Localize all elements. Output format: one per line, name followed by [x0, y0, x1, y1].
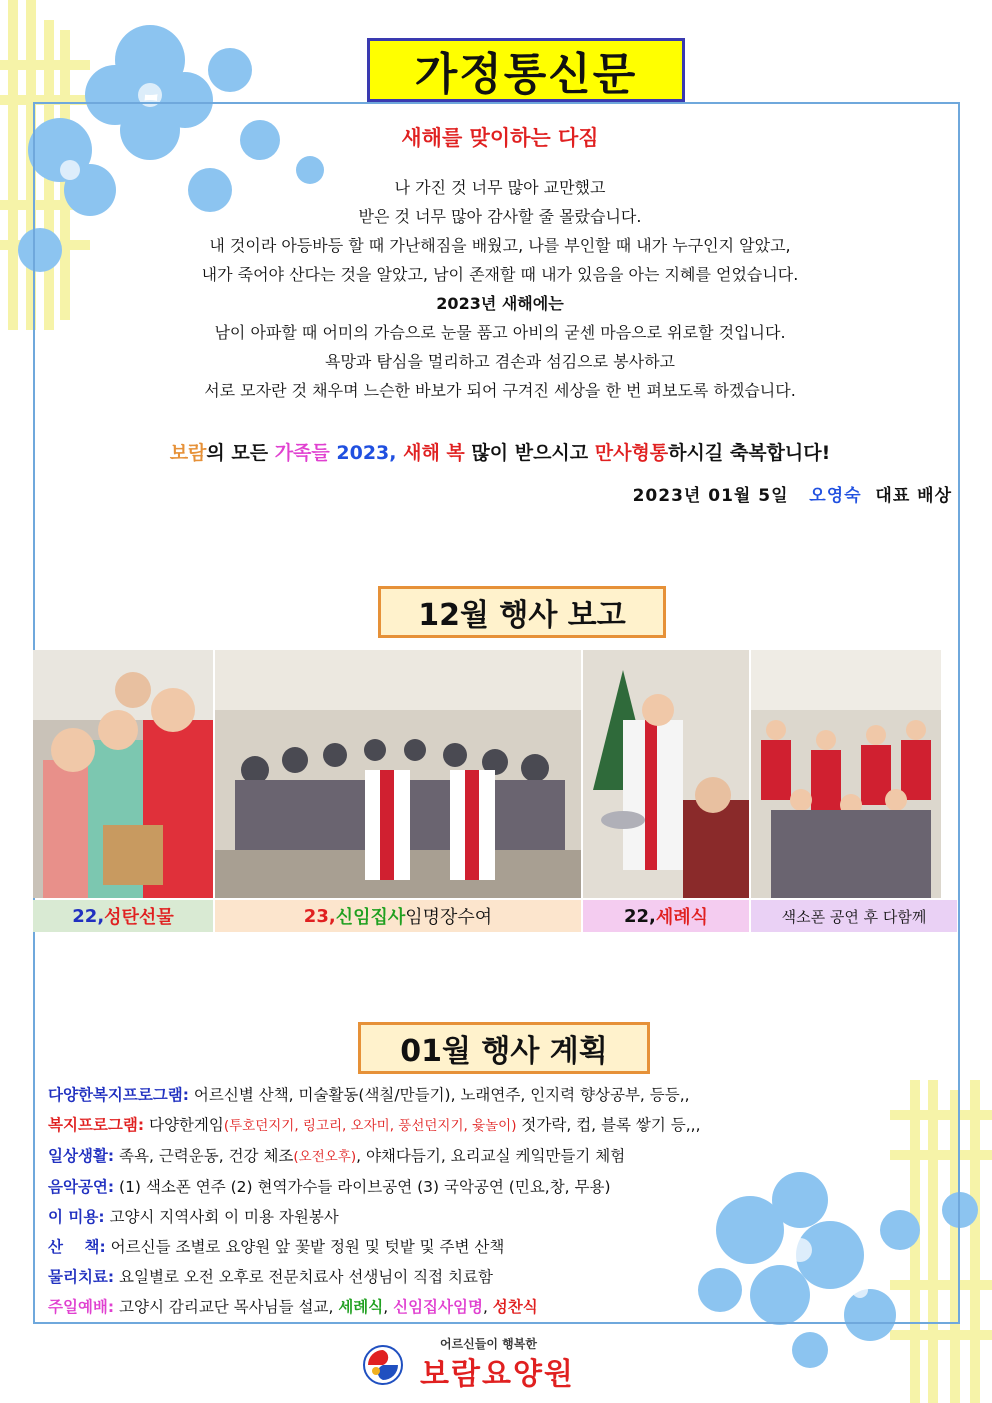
letter-line: 서로 모자란 것 채우며 느슨한 바보가 되어 구겨진 세상을 한 번 펴보도록 하겠습니다.: [204, 381, 796, 400]
plan-item: [48, 1172, 948, 1202]
letter-line: 욕망과 탐심을 멀리하고 겸손과 섬김으로 봉사하고: [324, 352, 675, 371]
greeting-part: 새해 복: [403, 442, 465, 464]
photo-christmas-gift: [33, 650, 213, 898]
plan-item-green: 세례식: [338, 1298, 384, 1316]
plan-item-label: 다양한복지프로그램:: [48, 1086, 189, 1104]
greeting-part: 하시길 축복합니다!: [668, 442, 831, 464]
report-title: 12월 행사 보고: [378, 586, 666, 638]
boram-logo-icon: [360, 1345, 406, 1385]
plan-item-text: 고양시 감리교단 목사님들 설교,: [114, 1298, 339, 1316]
greeting: [60, 438, 940, 465]
plan-item-text: 다양한게임: [144, 1116, 224, 1134]
plan-item-label: 이 미용:: [48, 1208, 105, 1226]
plan-item-label: 주일예배:: [48, 1298, 115, 1316]
plan-item: [48, 1292, 948, 1322]
greeting-part: 많이 받으시고: [464, 442, 595, 464]
caption-number: 23,: [303, 905, 336, 927]
plan-item-text: 요일별로 오전 오후로 전문치료사 선생님이 직접 치료함: [114, 1268, 493, 1286]
photo-deacon-appointment: [215, 650, 581, 898]
plan-item-label: 산 책:: [48, 1238, 106, 1256]
plan-item-after: , 야채다듬기, 요리교실 케잌만들기 체험: [356, 1147, 626, 1165]
footer-name: 보람요양원: [420, 1357, 575, 1392]
footer-tagline: 어르신들이 행복한: [440, 1337, 537, 1351]
greeting-part: 의 모든: [206, 442, 275, 464]
plan-item-red: 성찬식: [492, 1298, 538, 1316]
plan-item-highlight: (투호던지기, 링고리, 오자미, 풍선던지기, 윷놀이): [223, 1118, 517, 1134]
caption-baptism: [583, 900, 749, 932]
signature-name: 오영숙: [809, 486, 862, 506]
letter-line: 나 가진 것 너무 많아 교만했고: [394, 178, 606, 197]
letter-line: 내 것이라 아등바등 할 때 가난해짐을 배웠고, 나를 부인할 때 내가 누구인지 알았고,: [209, 236, 791, 255]
letter-line-newyear: 2023년 새해에는: [436, 294, 564, 313]
plan-item-after: 젓가락, 컵, 블록 쌓기 등,,,: [516, 1116, 701, 1134]
plan-item-text: 족욕, 근력운동, 건강 체조: [114, 1147, 294, 1165]
plan-item: [48, 1232, 948, 1262]
caption-christmas-gift: [33, 900, 213, 932]
plan-item: [48, 1262, 948, 1292]
caption-event: 신임집사: [335, 907, 406, 928]
signature: [633, 481, 952, 506]
greeting-part: 가족들: [274, 442, 330, 464]
newsletter-title: 가정통신문: [367, 38, 685, 102]
letter-line: 내가 죽어야 산다는 것을 알았고, 남이 존재할 때 내가 있음을 아는 지혜를 얻었습니다.: [201, 265, 799, 284]
signature-date: 2023년 01월 5일: [632, 486, 789, 506]
footer-logo: [360, 1335, 640, 1391]
letter-heading: 새해를 맞이하는 다짐: [401, 126, 599, 150]
caption-event: 세례식: [655, 907, 709, 928]
caption-extra: 임명장수여: [405, 907, 493, 928]
plan-item-text: 고양시 지역사회 이 미용 자원봉사: [104, 1208, 339, 1226]
plan-item-label: 음악공연:: [48, 1178, 115, 1196]
letter-body: [60, 173, 940, 405]
plan-item-text: 어르신들 조별로 요양원 앞 꽃밭 정원 및 텃밭 및 주변 산책: [105, 1238, 505, 1256]
plan-item-text: (1) 색소폰 연주 (2) 현역가수들 라이브공연 (3) 국악공연 (민요,창, 무용): [114, 1178, 611, 1196]
plan-item-pink: 신임집사임명: [393, 1298, 483, 1316]
plan-item-text: 어르신별 산책, 미술활동(색칠/만들기), 노래연주, 인지력 향상공부, 등등,,: [188, 1086, 690, 1104]
greeting-part: 보람: [169, 442, 207, 464]
plan-item-sep: ,: [482, 1298, 493, 1316]
plan-item-label: 복지프로그램:: [48, 1116, 145, 1134]
plan-title: 01월 행사 계획: [358, 1022, 650, 1074]
greeting-part: 만사형통: [594, 442, 669, 464]
signature-role: 대표 배상: [875, 486, 952, 506]
letter-line: 남이 아파할 때 어미의 가슴으로 눈물 품고 아비의 굳센 마음으로 위로할 것입니다.: [214, 323, 786, 342]
plan-item: [48, 1202, 948, 1232]
plan-item-sep: ,: [383, 1298, 394, 1316]
letter-line: 받은 것 너무 많아 감사할 줄 몰랐습니다.: [358, 207, 642, 226]
plan-item-label: 물리치료:: [48, 1268, 115, 1286]
caption-number: 22,: [623, 905, 656, 927]
greeting-part: 2023,: [329, 442, 404, 464]
plan-item: [48, 1080, 948, 1110]
caption-number: 22,: [72, 905, 105, 927]
plan-item-label: 일상생활:: [48, 1147, 115, 1165]
plan-item: [48, 1141, 948, 1172]
caption-event: 성탄선물: [104, 907, 174, 928]
photo-saxophone-group: [751, 650, 941, 898]
photo-baptism: [583, 650, 749, 898]
caption-saxophone-group: [751, 900, 957, 932]
plan-item-highlight: (오전오후): [293, 1149, 357, 1165]
caption-deacon-appointment: [215, 900, 581, 932]
plan-item: [48, 1110, 948, 1141]
caption-extra: 색소폰 공연 후 다함께: [781, 907, 927, 926]
plan-list: [48, 1080, 948, 1322]
